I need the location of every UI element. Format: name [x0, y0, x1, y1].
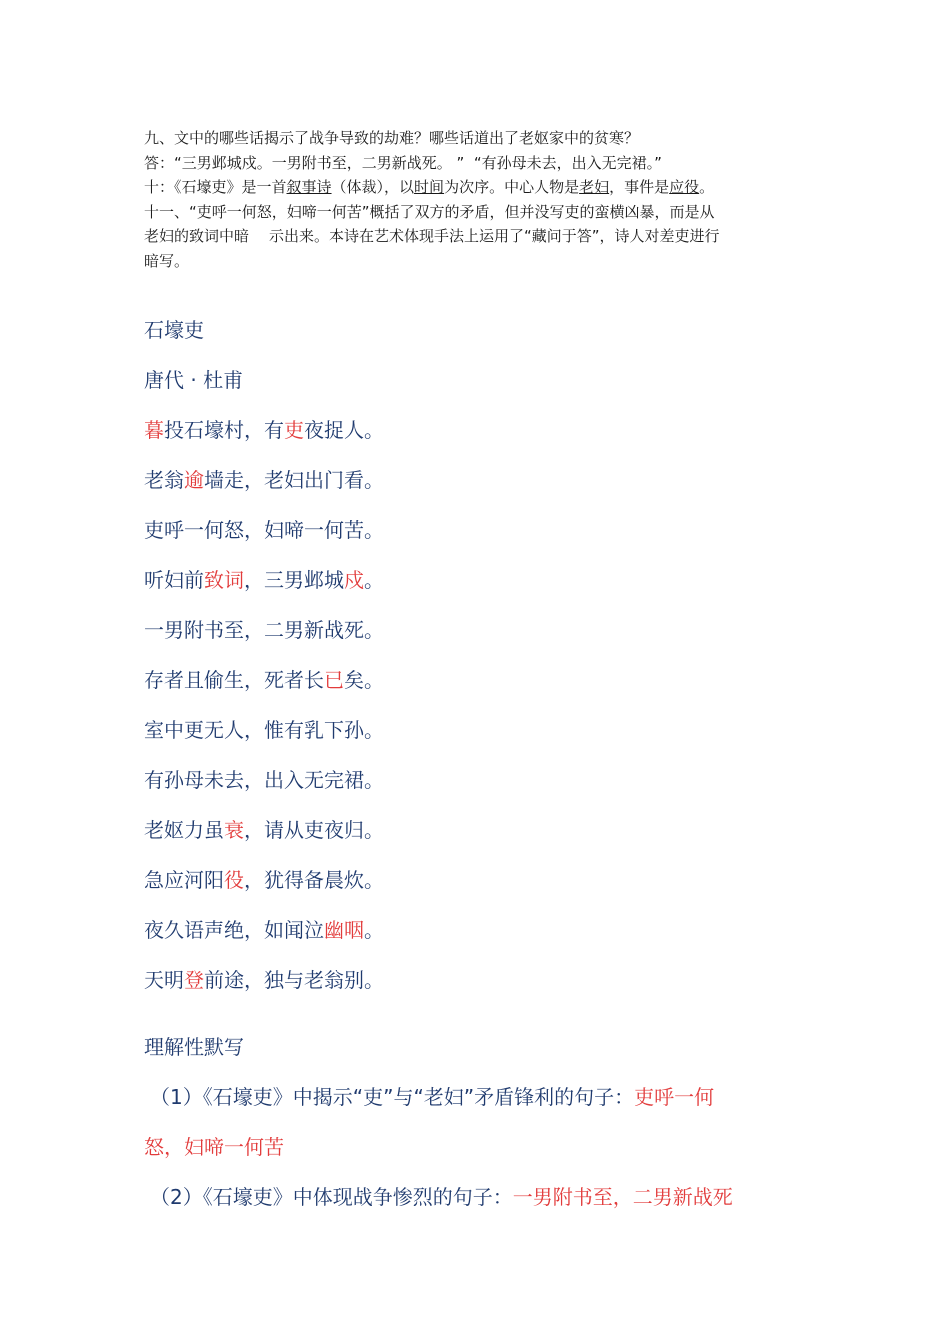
highlighted-word: 戍 [344, 568, 364, 592]
answer-quote-1: “三男邺城戍。一男附书至，二男新战死。 ” [174, 153, 465, 172]
highlighted-word: 吏 [284, 418, 304, 442]
question-10 [144, 175, 814, 200]
poem-line [144, 955, 824, 1005]
highlighted-word: 衰 [224, 818, 244, 842]
poem-line [144, 605, 824, 655]
poem-author: 唐代 · 杜甫 [144, 368, 244, 392]
q10-genre: 叙事诗 [286, 178, 332, 196]
highlighted-word: 役 [224, 868, 244, 892]
poem-text: 听妇前 [144, 568, 204, 592]
highlighted-word: 已 [324, 668, 344, 692]
item-2-prompt: （2）《石壕吏》中体现战争惨烈的句子： [150, 1185, 513, 1209]
highlighted-word: 逾 [184, 468, 204, 492]
poem-line [144, 555, 824, 605]
poem-line [144, 705, 824, 755]
poem-text: 。 [364, 918, 384, 942]
poem-line [144, 755, 824, 805]
q11-text: 老妇的致词中暗 [144, 227, 250, 245]
q10-text: 十：《石壕吏》是一首 [144, 178, 287, 196]
q10-text: 。 [699, 178, 715, 196]
poem-text: ，犹得备晨炊。 [244, 868, 384, 892]
poem-text: 天明 [144, 968, 184, 992]
poem-text: 墙走，老妇出门看。 [204, 468, 384, 492]
poem-line [144, 455, 824, 505]
poem-lines [144, 405, 824, 1005]
item-1-prompt: （1）《石壕吏》中揭示“吏”与“老妇”矛盾锋利的句子： [150, 1085, 635, 1109]
poem-text: 投石壕村，有 [164, 418, 284, 442]
highlighted-word: 登 [184, 968, 204, 992]
highlighted-word: 暮 [144, 418, 164, 442]
poem-text: 存者且偷生，死者长 [144, 668, 324, 692]
question-11-line-3: 暗写。 [144, 251, 190, 270]
poem-text: 室中更无人，惟有乳下孙。 [144, 718, 384, 742]
poem-text: 有孙母未去，出入无完裙。 [144, 768, 384, 792]
poem-title: 石壕吏 [144, 318, 204, 342]
highlighted-word: 幽咽 [324, 918, 364, 942]
poem-line [144, 405, 824, 455]
dictation-item-1 [144, 1072, 824, 1122]
poem [144, 305, 824, 1005]
poem-text: 老翁 [144, 468, 184, 492]
poem-text: 老妪力虽 [144, 818, 224, 842]
poem-text: ，三男邺城 [244, 568, 344, 592]
poem-line [144, 505, 824, 555]
poem-text: 一男附书至，二男新战死。 [144, 618, 384, 642]
poem-line [144, 655, 824, 705]
answer-9 [144, 151, 814, 176]
answer-quote-2: “有孙母未去，出入无完裙。” [473, 153, 662, 172]
poem-line [144, 805, 824, 855]
q10-event: 应役 [669, 178, 700, 196]
dictation-item-1-cont: 怒，妇啼一何苦 [144, 1135, 284, 1159]
question-11-line-1: 十一、“吏呼一何怒，妇啼一何苦”概括了双方的矛盾，但并没写吏的蛮横凶暴，而是从 [144, 202, 715, 221]
poem-text: 急应河阳 [144, 868, 224, 892]
poem-line [144, 855, 824, 905]
q10-text: （体裁），以 [331, 178, 415, 196]
dictation-section [144, 1022, 824, 1222]
q11-text: 示出来。本诗在艺术体现手法上运用了“藏问于答”，诗人对差吏进行 [269, 227, 720, 245]
item-2-answer: 一男附书至，二男新战死 [512, 1185, 733, 1209]
poem-text: ，请从吏夜归。 [244, 818, 384, 842]
qa-section [144, 126, 814, 273]
poem-line [144, 905, 824, 955]
item-1-answer: 吏呼一何 [634, 1085, 715, 1109]
q10-order: 时间 [414, 178, 445, 196]
answer-prefix: 答： [144, 153, 175, 172]
q10-text: ，事件是 [609, 178, 670, 196]
poem-text: 矣。 [344, 668, 384, 692]
highlighted-word: 致词 [204, 568, 244, 592]
poem-text: 前途，独与老翁别。 [204, 968, 384, 992]
poem-text: 。 [364, 568, 384, 592]
dictation-item-2 [144, 1172, 824, 1222]
q10-person: 老妇 [579, 178, 610, 196]
question-9: 九、文中的哪些话揭示了战争导致的劫难？哪些话道出了老妪家中的贫寒？ [144, 129, 640, 147]
poem-text: 夜久语声绝，如闻泣 [144, 918, 324, 942]
poem-text: 夜捉人。 [304, 418, 384, 442]
q10-text: 为次序。中心人物是 [444, 178, 580, 196]
question-11-line-2 [144, 224, 814, 249]
section-title: 理解性默写 [144, 1035, 244, 1059]
poem-text: 吏呼一何怒，妇啼一何苦。 [144, 518, 384, 542]
